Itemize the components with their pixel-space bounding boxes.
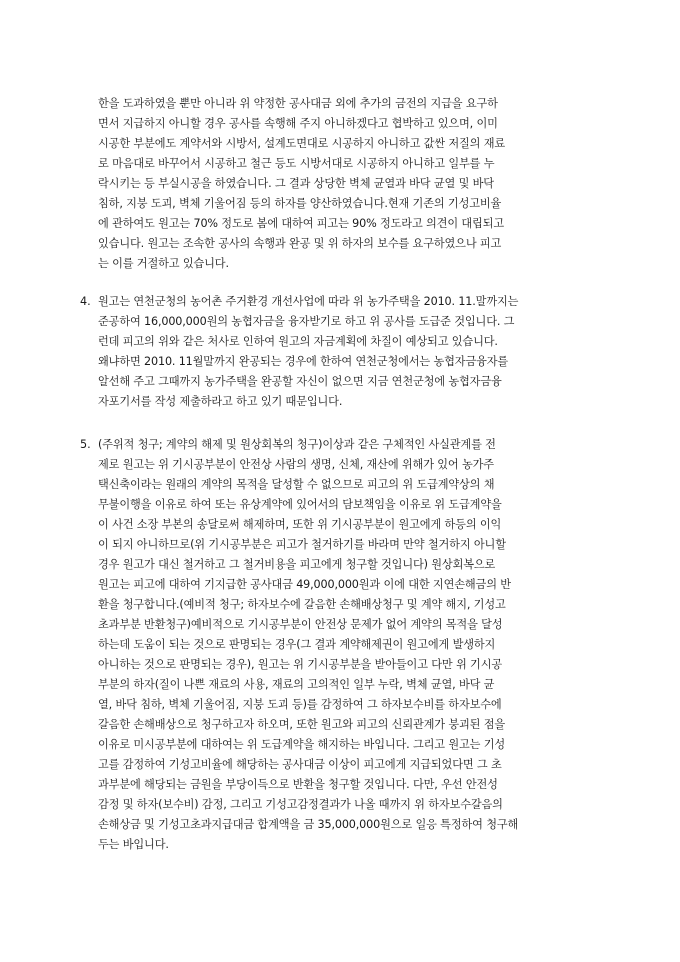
text-line: 왜냐하면 2010. 11월말까지 완공되는 경우에 한하여 연천군청에서는 농협자금융자를 — [98, 355, 509, 368]
text-line: 원고는 연천군청의 농어촌 주거환경 개선사업에 따라 위 농가주택을 2010. 11.말까지는 — [98, 295, 519, 308]
text-line: 침하, 지붕 도괴, 벽체 기울어짐 등의 하자를 양산하였습니다.현재 기존의 기성고비율 — [98, 197, 502, 210]
text-line: 환을 청구합니다.(예비적 청구; 하자보수에 갈음한 손해배상청구 및 계약 해지, 기성고 — [98, 598, 506, 611]
text-line: 초과부분 반환청구)예비적으로 기시공부분이 안전상 문제가 없어 계약의 목적을 달성 — [98, 618, 503, 631]
text-line: 한을 도과하였을 뿐만 아니라 위 약정한 공사대금 외에 추가의 금전의 지급을 요구하 — [98, 97, 498, 110]
text-line: 는 이를 거절하고 있습니다. — [98, 257, 229, 270]
text-line: 준공하여 16,000,000원의 농협자금을 융자받기로 하고 위 공사를 도급준 것입니다. 그 — [98, 315, 515, 328]
text-line: 아니하는 것으로 판명되는 경우), 원고는 위 기시공부분을 받아들이고 다만 위 기시공 — [98, 658, 503, 671]
text-line: 이유로 미시공부분에 대하여는 위 도급계약을 해지하는 바입니다. 그리고 원고는 기성 — [98, 738, 506, 751]
text-line: 락시키는 등 부실시공을 하였습니다. 그 결과 상당한 벽체 균열과 바닥 균열 및 바닥 — [98, 177, 494, 190]
text-line: 런데 피고의 위와 같은 처사로 인하여 원고의 자금계획에 차질이 예상되고 있습니다. — [98, 335, 498, 348]
text-line: 두는 바입니다. — [98, 838, 169, 851]
text-line: (주위적 청구; 계약의 해제 및 원상회복의 청구)이상과 같은 구체적인 사실관계를 전 — [98, 438, 496, 451]
text-line: 이 되지 아니하므로(위 기시공부분은 피고가 철거하기를 바라며 만약 철거하지 아니할 — [98, 538, 506, 551]
text-line: 시공한 부분에도 계약서와 시방서, 설계도면대로 시공하지 아니하고 값싼 저질의 재료 — [98, 137, 506, 150]
text-line: 고를 감정하여 기성고비율에 해당하는 공사대금 이상이 피고에게 지급되었다면 그 초 — [98, 758, 502, 771]
text-line: 열, 바닥 침하, 벽체 기울어짐, 지붕 도괴 등)를 감정하여 그 하자보수비를 하자보수에 — [98, 698, 502, 711]
text-line: 부분의 하자(질이 나쁜 재료의 사용, 재료의 고의적인 일부 누락, 벽체 균열, 바닥 균 — [98, 678, 495, 691]
text-line: 제로 원고는 위 기시공부분이 안전상 사람의 생명, 신체, 재산에 위해가 있어 농가주 — [98, 458, 494, 471]
text-line: 갈음한 손해배상으로 청구하고자 하오며, 또한 원고와 피고의 신뢰관계가 붕괴된 점을 — [98, 718, 506, 731]
paragraph-5 — [80, 435, 608, 855]
text-line: 이 사건 소장 부본의 송달로써 해제하며, 또한 위 기시공부분이 원고에게 하등의 이익 — [98, 518, 502, 531]
paragraph-number: 5. — [80, 438, 91, 451]
text-line: 있습니다. 원고는 조속한 공사의 속행과 완공 및 위 하자의 보수를 요구하였으나 피고 — [98, 237, 502, 250]
text-line: 로 마음대로 바꾸어서 시공하고 철근 등도 시방서대로 시공하지 아니하고 일부를 누 — [98, 157, 495, 170]
text-line: 경우 원고가 대신 철거하고 그 철거비용을 피고에게 청구할 것입니다) 원상회복으로 — [98, 558, 496, 571]
text-line: 하는데 도움이 되는 것으로 판명되는 경우(그 결과 계약해제권이 원고에게 발생하지 — [98, 638, 496, 651]
text-line: 에 관하여도 원고는 70% 정도로 봄에 대하여 피고는 90% 정도라고 의견이 대립되고 — [98, 217, 505, 230]
text-line: 알선해 주고 그때까지 농가주택을 완공할 자신이 없으면 지금 연천군청에 농협자금융 — [98, 375, 502, 388]
paragraph-number: 4. — [80, 295, 91, 308]
text-line: 택신축이라는 원래의 계약의 목적을 달성할 수 없으므로 피고의 위 도급계약상의 채 — [98, 478, 495, 491]
text-line: 손해상금 및 기성고초과지급대금 합계액을 금 35,000,000원으로 일응 특정하여 청구해 — [98, 818, 519, 831]
paragraph-continued — [98, 94, 608, 274]
text-line: 과부분에 해당되는 금원을 부당이득으로 반환을 청구할 것입니다. 다만, 우선 안전성 — [98, 778, 498, 791]
text-line: 무불이행을 이유로 하여 또는 유상계약에 있어서의 담보책임을 이유로 위 도급계약을 — [98, 498, 502, 511]
text-line: 원고는 피고에 대하여 기지급한 공사대금 49,000,000원과 이에 대한 지연손해금의 반 — [98, 578, 511, 591]
text-line: 면서 지급하지 아니할 경우 공사를 속행해 주지 아니하겠다고 협박하고 있으며, 이미 — [98, 117, 498, 130]
text-line: 자포기서를 작성 제출하라고 하고 있기 때문입니다. — [98, 395, 343, 408]
text-line: 감정 및 하자(보수비) 감정, 그리고 기성고감정결과가 나올 때까지 위 하자보수갈음의 — [98, 798, 503, 811]
paragraph-4 — [80, 292, 608, 412]
